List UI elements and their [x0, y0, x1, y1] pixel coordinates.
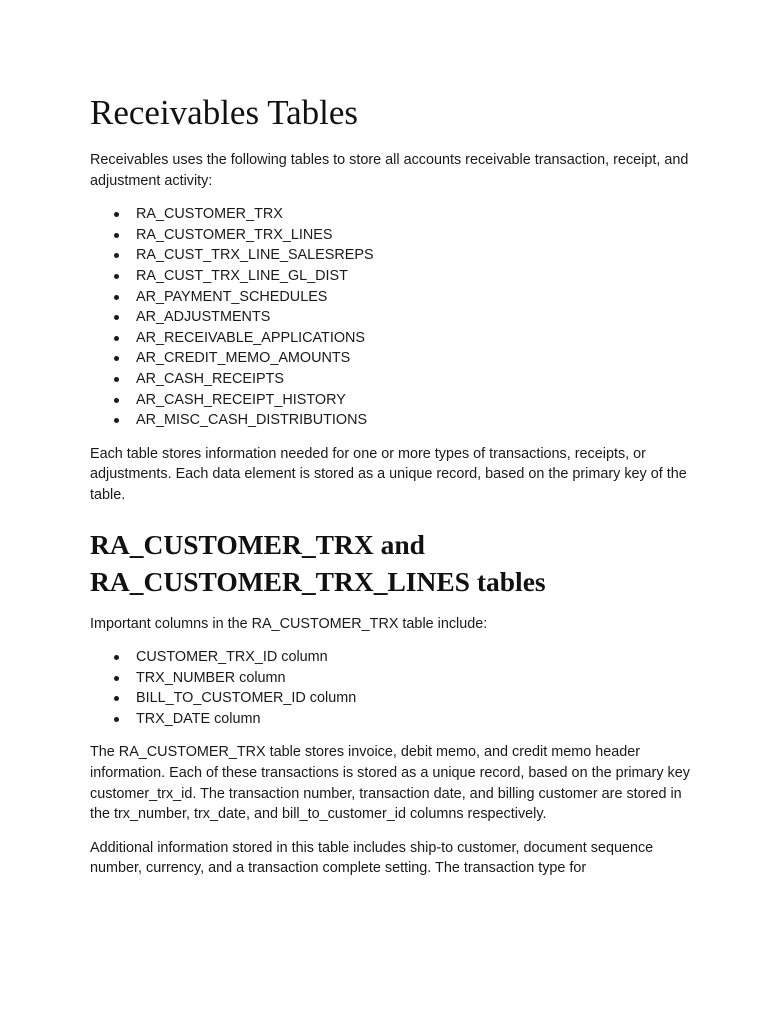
list-item: BILL_TO_CUSTOMER_ID column — [136, 688, 690, 709]
list-item: AR_CREDIT_MEMO_AMOUNTS — [136, 348, 690, 369]
columns-intro-paragraph: Important columns in the RA_CUSTOMER_TRX table include: — [90, 615, 488, 632]
document-page — [90, 92, 690, 892]
list-item: RA_CUST_TRX_LINE_GL_DIST — [136, 266, 690, 287]
list-item: RA_CUST_TRX_LINE_SALESREPS — [136, 245, 690, 266]
list-item: RA_CUSTOMER_TRX_LINES — [136, 225, 690, 246]
section-heading — [90, 526, 690, 600]
body-paragraph-2: Additional information stored in this table includes ship-to customer, document sequence number, currency, and a transaction complete setting. The transaction type for — [90, 839, 654, 877]
columns-list — [90, 647, 690, 729]
list-item: RA_CUSTOMER_TRX — [136, 204, 690, 225]
list-item: AR_MISC_CASH_DISTRIBUTIONS — [136, 410, 690, 431]
tables-list — [90, 204, 690, 431]
list-item: AR_CASH_RECEIPT_HISTORY — [136, 390, 690, 411]
section-heading-wrap — [90, 526, 690, 600]
list-item: CUSTOMER_TRX_ID column — [136, 647, 690, 668]
list-item: AR_ADJUSTMENTS — [136, 307, 690, 328]
tables-description-paragraph: Each table stores information needed for one or more types of transactions, receipts, or adjustments. Each data element is stored as a unique record, based on the primary key of the table. — [90, 445, 687, 503]
intro-paragraph: Receivables uses the following tables to store all accounts receivable transaction, receipt, and adjustment activity: — [90, 152, 689, 189]
section-heading-line2: RA_CUSTOMER_TRX_LINES tables — [90, 565, 546, 597]
list-item: AR_CASH_RECEIPTS — [136, 369, 690, 390]
list-item: TRX_DATE column — [136, 709, 690, 730]
list-item: AR_RECEIVABLE_APPLICATIONS — [136, 328, 690, 349]
list-item: AR_PAYMENT_SCHEDULES — [136, 287, 690, 308]
list-item: TRX_NUMBER column — [136, 668, 690, 689]
section-heading-line1: RA_CUSTOMER_TRX and — [90, 528, 425, 560]
body-paragraph-1: The RA_CUSTOMER_TRX table stores invoice, debit memo, and credit memo header information. Each of these transactions is stored as a unique record, based on the primary key customer_trx_id. The transaction number, transaction date, and billing customer are stored in the trx_number, trx_date, and bill_to_customer_id columns respectively. — [90, 744, 690, 823]
page-title: Receivables Tables — [90, 93, 359, 132]
